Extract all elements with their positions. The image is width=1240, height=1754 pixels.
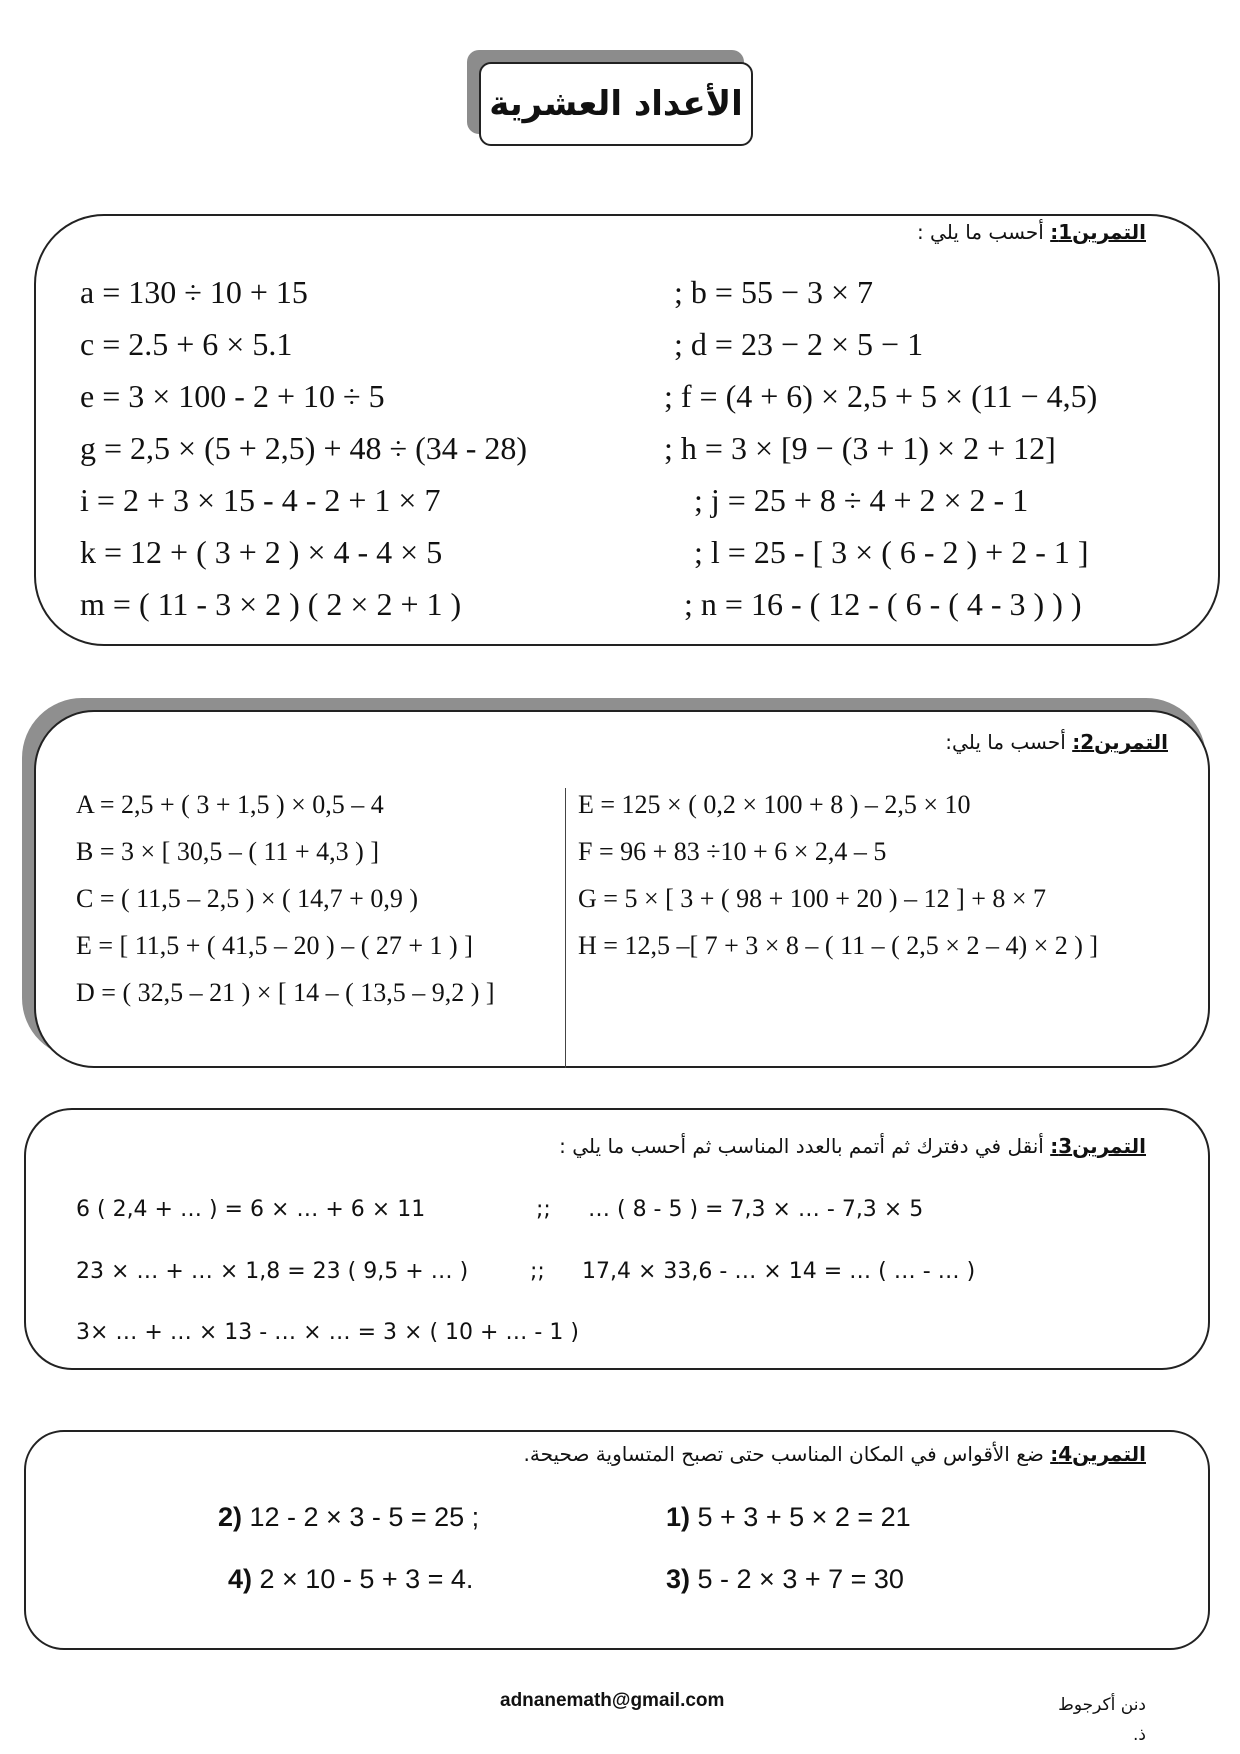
exercise2-divider [565,788,566,1068]
exercise4-item-2 [218,1502,479,1533]
exercise2-expr-C: C = ( 11,5 – 2,5 ) × ( 14,7 + 0,9 ) [76,884,418,913]
exercise1-expr-k: k = 12 + ( 3 + 2 ) × 4 - 4 × 5 [80,534,443,570]
footer-author-name: دنن أكرجوط [1058,1695,1146,1715]
exercise1-expr-h: ; h = 3 × [9 − (3 + 1) × 2 + 12] [664,430,1056,466]
exercise4-heading [524,1442,1146,1466]
exercise2-expr-E2: E = 125 × ( 0,2 × 100 + 8 ) – 2,5 × 10 [578,790,971,819]
exercise3-row1-sep: ;; [536,1197,551,1222]
exercise3-instruction: أنقل في دفترك ثم أتمم بالعدد المناسب ثم أحسب ما يلي : [559,1134,1044,1158]
exercise1-instruction: أحسب ما يلي : [916,220,1044,244]
exercise1-expr-c: c = 2.5 + 6 × 5.1 [80,326,293,362]
exercise1-expr-j: ; j = 25 + 8 ÷ 4 + 2 × 2 - 1 [694,482,1029,518]
exercise4-item-4 [228,1564,473,1595]
exercise4-item-2-num: 2) [218,1502,243,1532]
exercise1-expr-b: ; b = 55 − 3 × 7 [674,274,874,310]
exercise1-expr-d: ; d = 23 − 2 × 5 − 1 [674,326,924,362]
exercise2-expr-E1: E = [ 11,5 + ( 41,5 – 20 ) – ( 27 + 1 ) ] [76,931,473,960]
exercise4-item-1 [666,1502,911,1533]
exercise3-heading [559,1134,1146,1158]
exercise3-row1-right: … ( 8 - 5 ) = 7,3 × … - 7,3 × 5 [588,1197,924,1222]
footer-email: adnanemath@gmail.com [500,1690,725,1711]
exercise1-expr-m: m = ( 11 - 3 × 2 ) ( 2 × 2 + 1 ) [80,586,462,622]
exercise1-expr-a: a = 130 ÷ 10 + 15 [80,274,308,310]
exercise1-label: التمرين1: [1050,220,1146,244]
exercise2-label: التمرين2: [1072,730,1168,754]
footer-author-prefix: ذ. [1133,1725,1146,1745]
page-title: الأعداد العشرية [479,62,753,146]
exercise4-label: التمرين4: [1050,1442,1146,1466]
exercise2-expr-F: F = 96 + 83 ÷10 + 6 × 2,4 – 5 [578,837,887,866]
exercise4-item-4-num: 4) [228,1564,253,1594]
exercise2-expr-H: H = 12,5 –[ 7 + 3 × 8 – ( 11 – ( 2,5 × 2 – 4) × 2 ) ] [578,931,1099,960]
exercise4-item-3-expr: 5 - 2 × 3 + 7 = 30 [690,1564,904,1594]
exercise2-expr-D: D = ( 32,5 – 21 ) × [ 14 – ( 13,5 – 9,2 ) ] [76,978,495,1007]
exercise4-item-4-expr: 2 × 10 - 5 + 3 = 4. [252,1564,474,1594]
exercise4-item-2-expr: 12 - 2 × 3 - 5 = 25 ; [242,1502,480,1532]
exercise3-row3-left: 3× … + … × 13 - … × … = 3 × ( 10 + … - 1 ) [76,1320,579,1345]
exercise1-expr-g: g = 2,5 × (5 + 2,5) + 48 ÷ (34 - 28) [80,430,528,466]
exercise4-item-3-num: 3) [666,1564,691,1594]
exercise1-expr-f: ; f = (4 + 6) × 2,5 + 5 × (11 − 4,5) [664,378,1098,414]
exercise2-expr-G: G = 5 × [ 3 + ( 98 + 100 + 20 ) – 12 ] + 8 × 7 [578,884,1047,913]
exercise3-row2-sep: ;; [530,1259,545,1284]
exercise1-expr-n: ; n = 16 - ( 12 - ( 6 - ( 4 - 3 ) ) ) [684,586,1082,622]
exercise2-heading [945,730,1168,754]
footer-author [1058,1690,1146,1750]
exercise1-expr-l: ; l = 25 - [ 3 × ( 6 - 2 ) + 2 - 1 ] [694,534,1089,570]
exercise4-item-1-num: 1) [666,1502,691,1532]
exercise3-row2-right: 17,4 × 33,6 - … × 14 = … ( … - … ) [582,1259,976,1284]
exercise2-instruction: أحسب ما يلي: [945,730,1066,754]
exercise2-expr-B: B = 3 × [ 30,5 – ( 11 + 4,3 ) ] [76,837,379,866]
exercise3-row2-left: 23 × … + … × 1,8 = 23 ( 9,5 + … ) [76,1259,469,1284]
exercise1-heading [917,220,1146,244]
exercise4-instruction: ضع الأقواس في المكان المناسب حتى تصبح المتساوية صحيحة. [523,1442,1044,1466]
exercise4-item-3 [666,1564,904,1595]
exercise1-expr-i: i = 2 + 3 × 15 - 4 - 2 + 1 × 7 [80,482,441,518]
exercise1-expr-e: e = 3 × 100 - 2 + 10 ÷ 5 [80,378,385,414]
exercise2-expr-A: A = 2,5 + ( 3 + 1,5 ) × 0,5 – 4 [76,790,384,819]
exercise3-row1-left: 6 ( 2,4 + … ) = 6 × … + 6 × 11 [76,1197,426,1222]
exercise3-label: التمرين3: [1050,1134,1146,1158]
exercise4-item-1-expr: 5 + 3 + 5 × 2 = 21 [690,1502,911,1532]
